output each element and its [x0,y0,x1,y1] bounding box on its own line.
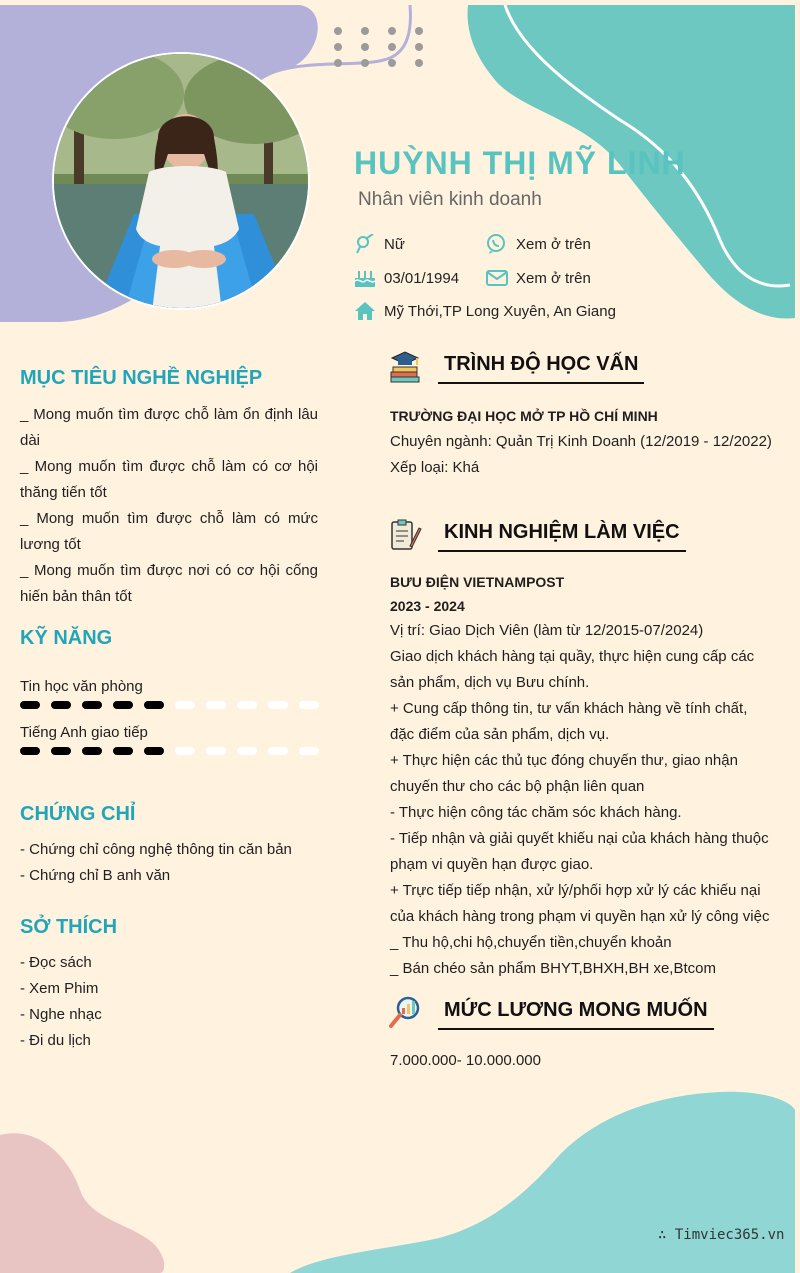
skill-level-bar [20,701,319,709]
skill-dot-empty [237,701,257,709]
skill-dot-filled [82,701,102,709]
objective-item: _ Mong muốn tìm được nơi có cơ hội cống hiến bản thân tốt [20,562,318,605]
certificates-heading: CHỨNG CHỈ [20,803,136,825]
hobby-item: - Đi du lịch [20,1032,91,1049]
hobby-item: - Xem Phim [20,980,99,997]
gender-icon [354,234,376,254]
education-section-header [388,350,644,384]
skill-dot-empty [175,701,195,709]
skill-dot-filled [82,747,102,755]
school-name: TRƯỜNG ĐẠI HỌC MỞ TP HỒ CHÍ MINH [390,408,658,424]
experience-details [390,570,775,982]
skill-dot-empty [237,747,257,755]
grade: Xếp loại: Khá [390,459,480,476]
birthday-cake-icon [354,268,376,288]
address-row [354,301,616,321]
envelope-icon [486,268,508,288]
site-watermark: ∴ Timviec365.vn [658,1227,785,1243]
major: Chuyên ngành: Quản Trị Kinh Doanh (12/2019 - 12/2022) [390,433,772,450]
skill-dot-empty [299,701,319,709]
salary-section-header [388,996,714,1030]
skill-dot-filled [20,747,40,755]
skill-dot-filled [144,747,164,755]
magnifier-chart-icon [388,996,422,1030]
salary-value: 7.000.000- 10.000.000 [390,1052,541,1069]
phone-value: Xem ở trên [516,235,591,253]
skill-dot-empty [268,747,288,755]
dot-grid-decoration [330,24,430,70]
experience-section-header [388,518,686,552]
skill-dot-filled [20,701,40,709]
education-heading: TRÌNH ĐỘ HỌC VẤN [438,353,644,384]
graduation-books-icon [388,350,422,384]
whatsapp-icon [486,234,508,254]
certificate-item: - Chứng chỉ B anh văn [20,867,171,884]
skill-name: Tin học văn phòng [20,678,143,695]
address-value: Mỹ Thới,TP Long Xuyên, An Giang [384,302,616,320]
skill-level-bar [20,747,319,755]
experience-line: _ Bán chéo sản phẩm BHYT,BHXH,BH xe,Btcom [390,960,716,977]
home-icon [354,301,376,321]
experience-line: _ Thu hộ,chi hộ,chuyển tiền,chuyển khoản [390,934,672,951]
birthday-row [354,268,459,288]
work-period: 2023 - 2024 [390,598,465,614]
profile-photo [52,52,310,310]
gender-value: Nữ [384,235,405,253]
candidate-role: Nhân viên kinh doanh [358,189,542,210]
certificates-list [20,837,318,889]
phone-row [486,234,591,254]
education-details [390,403,775,481]
hobby-item: - Nghe nhạc [20,1006,102,1023]
clipboard-pen-icon [388,518,422,552]
objective-item: _ Mong muốn tìm được chỗ làm có mức lương tốt [20,510,318,553]
skills-heading: KỸ NĂNG [20,627,113,649]
skill-dot-empty [175,747,195,755]
experience-line: + Trực tiếp tiếp nhận, xử lý/phối hợp xử lý các khiếu nại của khách hàng trong phạm vi quyền hạn xử lý công việc [390,882,770,925]
skill-dot-filled [51,747,71,755]
objective-heading: MỤC TIÊU NGHỀ NGHIỆP [20,367,263,389]
experience-line: - Thực hiện công tác chăm sóc khách hàng. [390,804,682,821]
birthday-value: 03/01/1994 [384,269,460,287]
skill-name: Tiếng Anh giao tiếp [20,724,148,741]
skill-dot-filled [51,701,71,709]
objective-list [20,402,318,610]
gender-row [354,234,405,254]
skill-dot-empty [206,747,226,755]
certificate-item: - Chứng chỉ công nghệ thông tin căn bản [20,841,292,858]
hobby-item: - Đọc sách [20,954,92,971]
experience-heading: KINH NGHIỆM LÀM VIỆC [438,521,686,552]
salary-heading: MỨC LƯƠNG MONG MUỐN [438,999,714,1030]
skill-dot-filled [113,701,133,709]
email-value: Xem ở trên [516,269,591,287]
candidate-name: HUỲNH THỊ MỸ LINH [354,145,686,181]
email-row [486,268,591,288]
experience-line: Giao dịch khách hàng tại quầy, thực hiện cung cấp các sản phẩm, dịch vụ Bưu chính. [390,648,755,691]
skill-dot-empty [268,701,288,709]
skill-dot-filled [144,701,164,709]
objective-item: _ Mong muốn tìm được chỗ làm có cơ hội thăng tiến tốt [20,458,318,501]
company-name: BƯU ĐIỆN VIETNAMPOST [390,574,565,590]
objective-item: _ Mong muốn tìm được chỗ làm ổn định lâu dài [20,406,318,449]
hobbies-list [20,950,318,1054]
skill-dot-empty [299,747,319,755]
hobbies-heading: SỞ THÍCH [20,916,118,938]
experience-line: + Thực hiện các thủ tục đóng chuyến thư, giao nhận chuyến thư cho các bộ phận liên quan [390,752,738,795]
skill-dot-filled [113,747,133,755]
experience-line: - Tiếp nhận và giải quyết khiếu nại của khách hàng thuộc phạm vi quyền hạn được giao. [390,830,769,873]
experience-line: Vị trí: Giao Dịch Viên (làm từ 12/2015-07/2024) [390,622,704,639]
skill-dot-empty [206,701,226,709]
experience-line: + Cung cấp thông tin, tư vấn khách hàng về tính chất, đặc điểm của sản phẩm, dịch vụ. [390,700,748,743]
